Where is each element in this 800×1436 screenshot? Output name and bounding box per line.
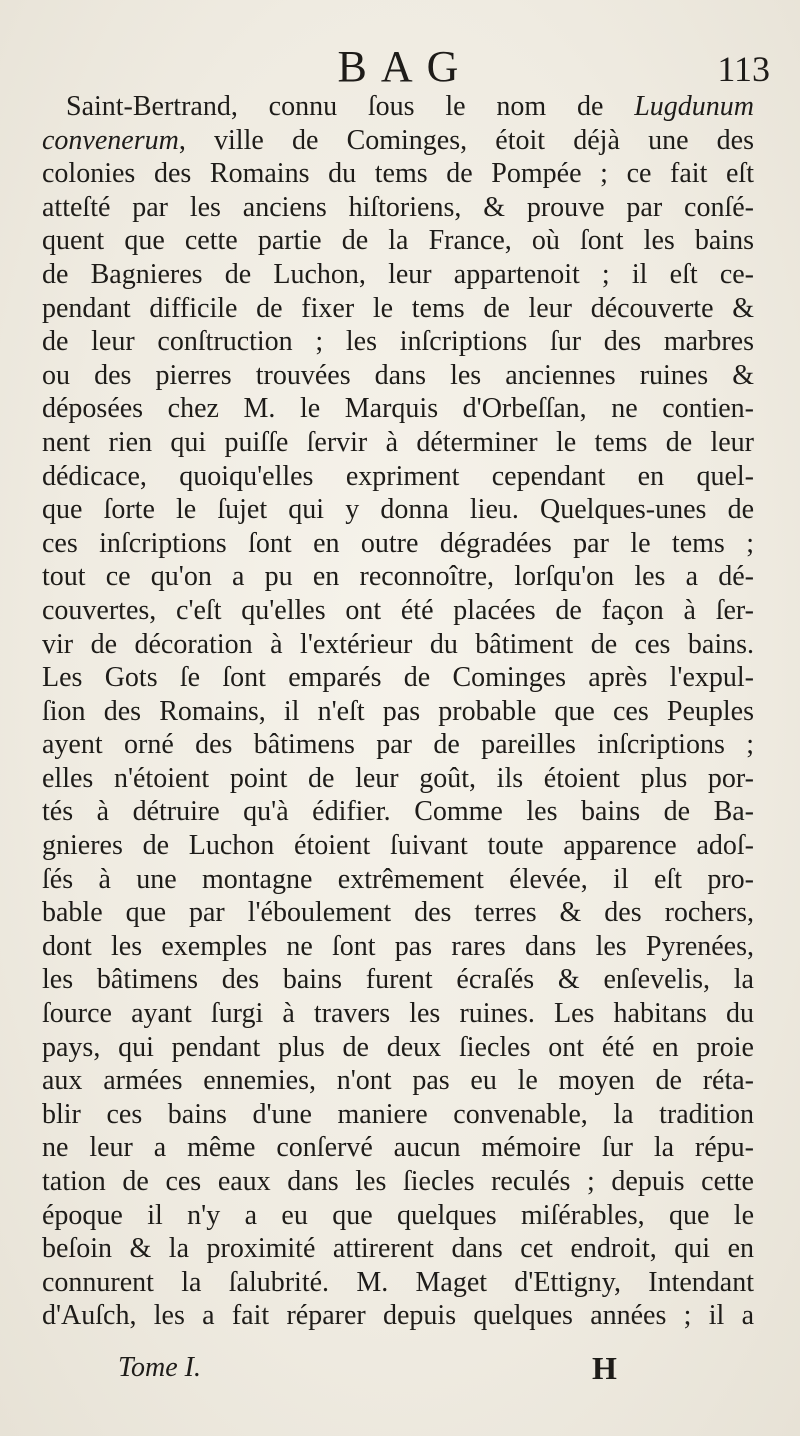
text-line <box>42 795 754 829</box>
text-line <box>42 695 754 729</box>
text-segment: atteſté par les anciens hiſtoriens, & prouve par conſé- <box>42 191 754 223</box>
page-footer <box>118 1348 638 1388</box>
text-line <box>42 258 754 292</box>
volume-signature: Tome I. <box>118 1352 201 1383</box>
text-segment: colonies des Romains du tems de Pompée ; ce fait eſt <box>42 158 754 190</box>
text-segment: ces inſcriptions ſont en outre dégradées par le tems ; <box>42 527 754 559</box>
text-line <box>42 124 754 158</box>
text-line <box>42 90 754 124</box>
text-segment: vir de décoration à l'extérieur du bâtiment de ces bains. <box>42 628 754 660</box>
text-segment: de leur conſtruction ; les inſcriptions ſur des marbres <box>42 326 754 358</box>
text-line <box>42 426 754 460</box>
text-segment: ou des pierres trouvées dans les anciennes ruines & <box>42 359 754 391</box>
text-segment: ayent orné des bâtimens par de pareilles inſcriptions ; <box>42 729 754 761</box>
text-segment: que ſorte le ſujet qui y donna lieu. Quelques-unes de <box>42 494 754 526</box>
text-line <box>42 661 754 695</box>
text-line <box>42 762 754 796</box>
text-segment: couvertes, c'eſt qu'elles ont été placées de façon à ſer- <box>42 594 754 626</box>
text-line <box>42 1165 754 1199</box>
text-line <box>42 157 754 191</box>
text-segment: déposées chez M. le Marquis d'Orbeſſan, ne contien- <box>42 393 754 425</box>
text-line <box>42 1098 754 1132</box>
text-segment: ſés à une montagne extrêmement élevée, il eſt pro- <box>42 863 754 895</box>
running-head <box>40 42 770 92</box>
text-segment: elles n'étoient point de leur goût, ils étoient plus por- <box>42 762 754 794</box>
text-line <box>42 392 754 426</box>
text-segment: Les Gots ſe ſont emparés de Cominges après l'expul- <box>42 662 754 694</box>
text-segment: ne leur a même conſervé aucun mémoire ſur la répu- <box>42 1132 754 1164</box>
text-segment: bable que par l'éboulement des terres & des rochers, <box>42 897 754 929</box>
text-line <box>42 997 754 1031</box>
text-line <box>42 963 754 997</box>
text-segment: pays, qui pendant plus de deux ſiecles ont été en proie <box>42 1031 754 1063</box>
text-segment: dédicace, quoiqu'elles expriment cependant en quel- <box>42 460 754 492</box>
text-line <box>42 829 754 863</box>
text-segment: tation de ces eaux dans les ſiecles reculés ; depuis cette <box>42 1166 754 1197</box>
text-segment: d'Auſch, les a fait réparer depuis quelques années ; il a <box>42 1300 754 1332</box>
text-segment: blir ces bains d'une maniere convenable, la tradition <box>42 1098 754 1130</box>
italic-segment: Lugdunum <box>634 91 754 122</box>
text-line <box>42 1064 754 1098</box>
text-line <box>42 460 754 494</box>
text-line <box>42 359 754 393</box>
signature-mark: H <box>592 1350 617 1386</box>
text-segment: quent que cette partie de la France, où ſont les bains <box>42 225 754 257</box>
text-line <box>42 493 754 527</box>
text-line <box>42 527 754 561</box>
text-line <box>42 224 754 258</box>
text-segment: ſource ayant ſurgi à travers les ruines. Les habitans du <box>42 998 754 1030</box>
text-segment: gnieres de Luchon étoient ſuivant toute apparence adoſ- <box>42 830 754 862</box>
text-line <box>42 930 754 964</box>
text-segment: époque il n'y a eu que quelques miſérables, que le <box>42 1199 754 1231</box>
text-segment: tés à détruire qu'à édifier. Comme les bains de Ba- <box>42 796 754 828</box>
text-segment: nent rien qui puiſſe ſervir à déterminer le tems de leur <box>42 426 754 458</box>
text-line <box>42 1131 754 1165</box>
text-segment: de Bagnieres de Luchon, leur appartenoit ; il eſt ce- <box>42 258 754 290</box>
text-segment: pendant difficile de fixer le tems de leur découverte & <box>42 292 754 324</box>
text-segment: Saint-Bertrand, connu ſous le nom de <box>66 91 635 122</box>
text-line <box>42 1299 754 1333</box>
body-text <box>42 90 754 1333</box>
text-segment: , ville de Cominges, étoit déjà une des <box>178 124 754 156</box>
text-segment: dont les exemples ne ſont pas rares dans les Pyrenées, <box>42 930 754 962</box>
text-line <box>42 560 754 594</box>
text-line <box>42 896 754 930</box>
text-line <box>42 292 754 326</box>
text-line <box>42 863 754 897</box>
text-line <box>42 1232 754 1266</box>
text-segment: beſoin & la proximité attirerent dans cet endroit, qui en <box>42 1233 754 1265</box>
text-segment: tout ce qu'on a pu en reconnoître, lorſqu'on les a dé- <box>42 561 754 593</box>
text-segment: les bâtimens des bains furent écraſés & enſevelis, la <box>42 964 754 996</box>
text-line <box>42 628 754 662</box>
text-segment: ſion des Romains, il n'eſt pas probable que ces Peuples <box>42 695 754 727</box>
text-line <box>42 728 754 762</box>
text-line <box>42 1266 754 1300</box>
text-line <box>42 1199 754 1233</box>
text-segment: aux armées ennemies, n'ont pas eu le moyen de réta- <box>42 1065 754 1097</box>
italic-segment: convenerum <box>42 124 179 156</box>
text-line <box>42 1031 754 1065</box>
page-number: 113 <box>717 49 770 89</box>
text-line <box>42 594 754 628</box>
running-title: BAG <box>337 42 473 91</box>
text-line <box>42 191 754 225</box>
text-segment: connurent la ſalubrité. M. Maget d'Ettigny, Intendant <box>42 1266 754 1298</box>
text-line <box>42 325 754 359</box>
